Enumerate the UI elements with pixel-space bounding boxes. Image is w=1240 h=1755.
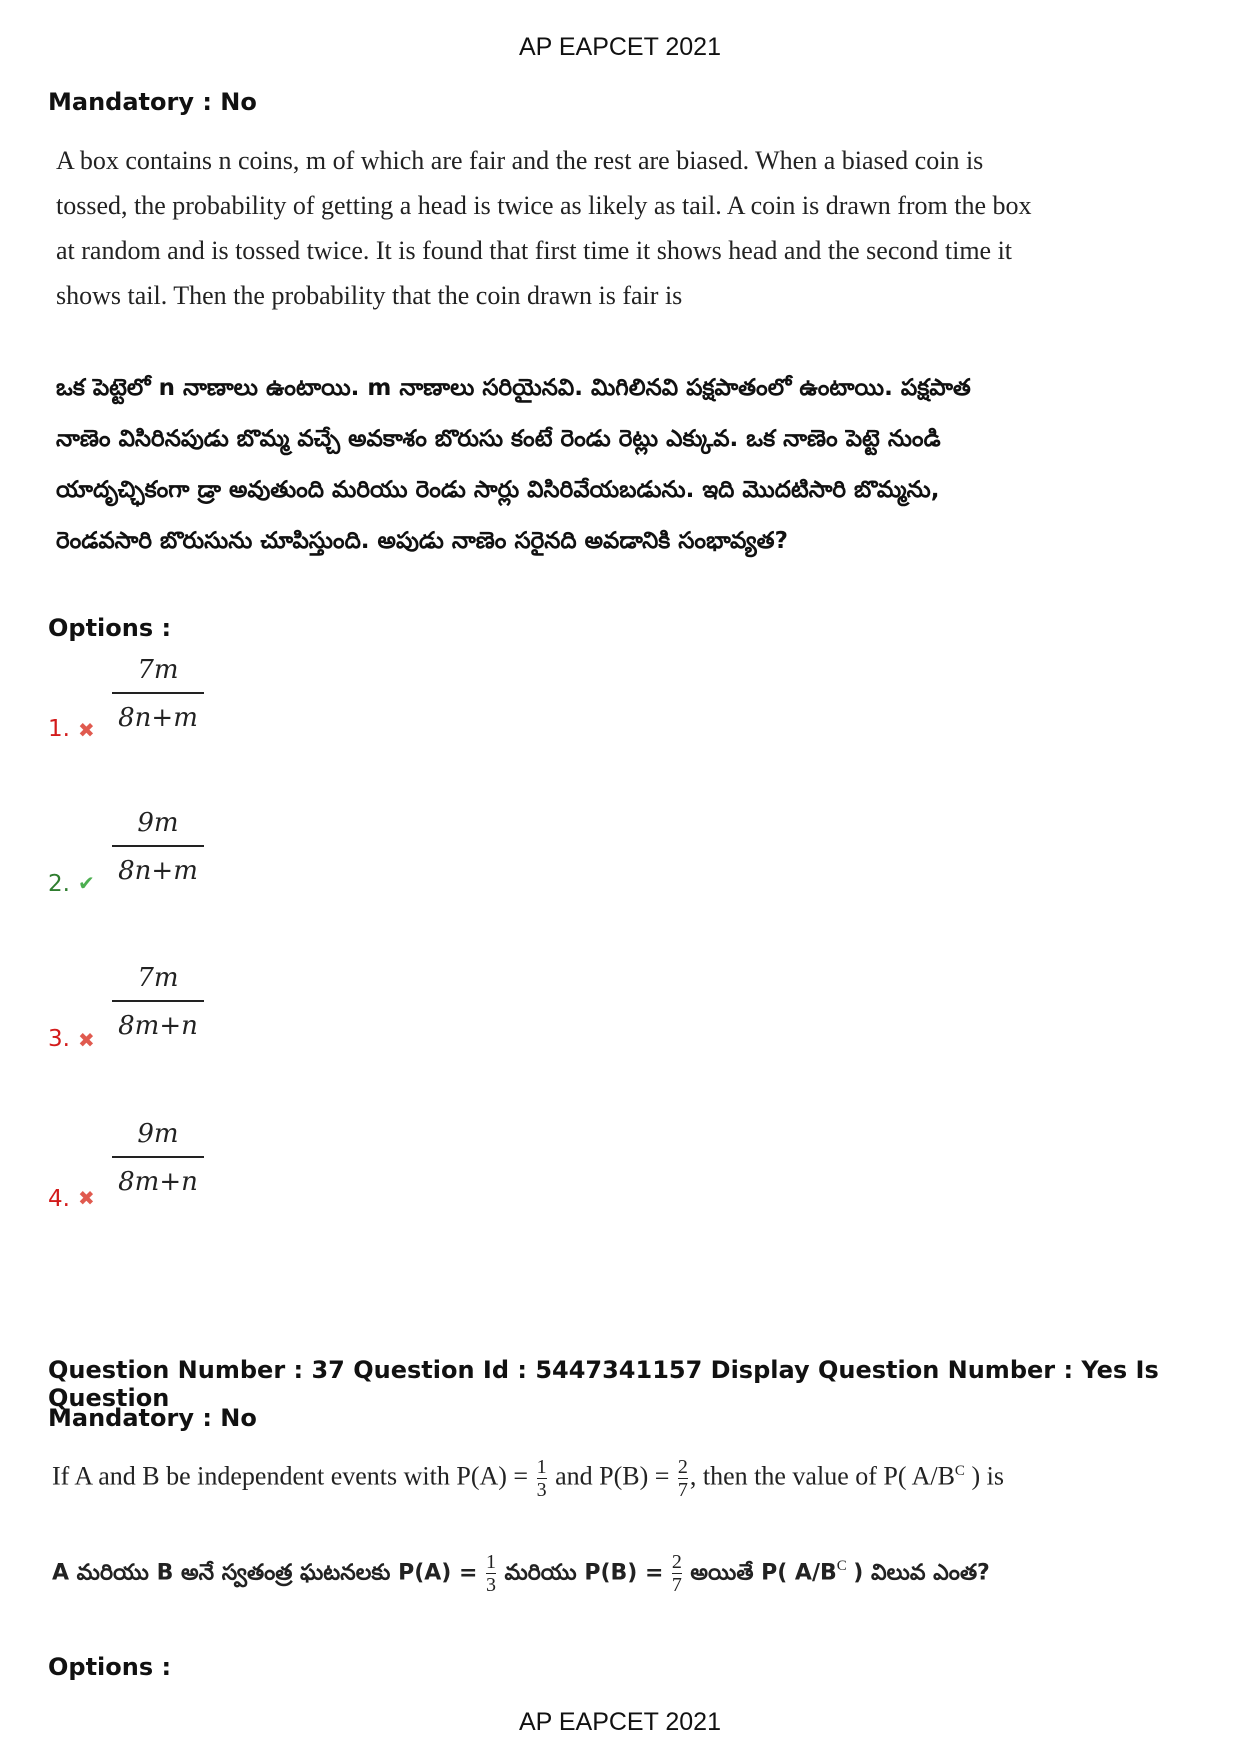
q36-english-line-2: tossed, the probability of getting a head is twice as likely as tail. A coin is drawn from the box [56, 191, 1032, 220]
option-number: 4. [48, 1186, 70, 1212]
q37-telugu-mid: మరియు P(B) = [504, 1560, 664, 1586]
q37-english-text [52, 1456, 1004, 1501]
fraction-denominator: 3 [536, 1479, 547, 1501]
q37-options-label: Options : [48, 1653, 172, 1681]
fraction-numerator: 1 [536, 1456, 547, 1478]
q36-telugu-line-2: నాణెం విసిరినపుడు బొమ్మ వచ్చే అవకాశం బొరుసు కంటే రెండు రెట్లు ఎక్కువ. ఒక నాణెం పెట్టె నుండి [56, 426, 941, 452]
q37-telugu-pre: A మరియు B అనే స్వతంత్ర ఘటనలకు P(A) = [52, 1560, 478, 1586]
q37-english-mid: and P(B) = [555, 1461, 670, 1491]
fraction-bar [112, 1156, 204, 1158]
fraction-denominator: 8n+m [118, 703, 198, 733]
option-3[interactable] [48, 958, 448, 1068]
fraction-numerator: 1 [485, 1551, 496, 1573]
q36-telugu-text [56, 363, 971, 567]
fraction-numerator: 9m [137, 1119, 179, 1149]
q37-english-end: ) is [971, 1461, 1004, 1491]
option-fraction [112, 650, 204, 738]
page-header: AP EAPCET 2021 [519, 33, 721, 61]
option-number: 3. [48, 1026, 70, 1052]
option-fraction [112, 958, 204, 1046]
q37-mandatory: Mandatory : No [48, 1404, 257, 1432]
q36-english-text [56, 138, 1032, 318]
page-footer: AP EAPCET 2021 [519, 1708, 721, 1736]
q36-english-line-4: shows tail. Then the probability that the coin drawn is fair is [56, 281, 683, 310]
q36-mandatory: Mandatory : No [48, 88, 257, 116]
q37-telugu-fraction-2 [672, 1551, 682, 1596]
fraction-numerator: 7m [137, 655, 179, 685]
complement-superscript: C [954, 1462, 965, 1479]
q37-telugu-end: ) విలువ ఎంత? [853, 1560, 990, 1586]
q36-english-line-1: A box contains n coins, m of which are fair and the rest are biased. When a biased coin is [56, 146, 984, 175]
option-number: 1. [48, 716, 70, 742]
cross-icon: ✖ [78, 718, 95, 742]
option-2[interactable] [48, 803, 448, 913]
fraction-denominator: 7 [671, 1574, 682, 1596]
q37-english-fraction-1 [537, 1456, 547, 1501]
fraction-numerator: 2 [671, 1551, 682, 1573]
q37-telugu-fraction-1 [486, 1551, 496, 1596]
q36-telugu-line-1: ఒక పెట్టెలో n నాణాలు ఉంటాయి. m నాణాలు సరియైనవి. మిగిలినవి పక్షపాతంలో ఉంటాయి. పక్షపాత [56, 375, 971, 401]
fraction-denominator: 8m+n [118, 1167, 198, 1197]
fraction-denominator: 8m+n [118, 1011, 198, 1041]
option-number: 2. [48, 871, 70, 897]
option-4[interactable] [48, 1114, 448, 1224]
q37-telugu-text [52, 1551, 990, 1596]
fraction-denominator: 7 [677, 1479, 688, 1501]
option-1[interactable] [48, 650, 448, 760]
q37-english-fraction-2 [678, 1456, 688, 1501]
option-fraction [112, 803, 204, 891]
fraction-bar [112, 692, 204, 694]
fraction-denominator: 8n+m [118, 856, 198, 886]
check-icon: ✔ [78, 871, 95, 895]
fraction-bar [112, 845, 204, 847]
fraction-denominator: 3 [485, 1574, 496, 1596]
q37-header: Question Number : 37 Question Id : 5447341157 Display Question Number : Yes Is Question [48, 1356, 1159, 1412]
q36-options-label: Options : [48, 614, 172, 642]
fraction-numerator: 9m [137, 808, 179, 838]
complement-superscript: C [836, 1557, 847, 1574]
q37-english-pre: If A and B be independent events with P(A) = [52, 1461, 529, 1491]
q37-telugu-post: అయితే P( A/B [690, 1560, 837, 1586]
option-fraction [112, 1114, 204, 1202]
q36-english-line-3: at random and is tossed twice. It is found that first time it shows head and the second time it [56, 236, 1013, 265]
fraction-bar [112, 1000, 204, 1002]
q36-telugu-line-3: యాదృచ్ఛికంగా డ్రా అవుతుంది మరియు రెండు సార్లు విసిరివేయబడును. ఇది మొదటిసారి బొమ్మను, [56, 477, 940, 503]
cross-icon: ✖ [78, 1028, 95, 1052]
fraction-numerator: 7m [137, 963, 179, 993]
cross-icon: ✖ [78, 1186, 95, 1210]
fraction-numerator: 2 [677, 1456, 688, 1478]
q37-english-post: , then the value of P( A/B [689, 1461, 955, 1491]
q36-telugu-line-4: రెండవసారి బొరుసును చూపిస్తుంది. అపుడు నాణెం సరైనది అవడానికి సంభావ్యత? [56, 528, 788, 554]
